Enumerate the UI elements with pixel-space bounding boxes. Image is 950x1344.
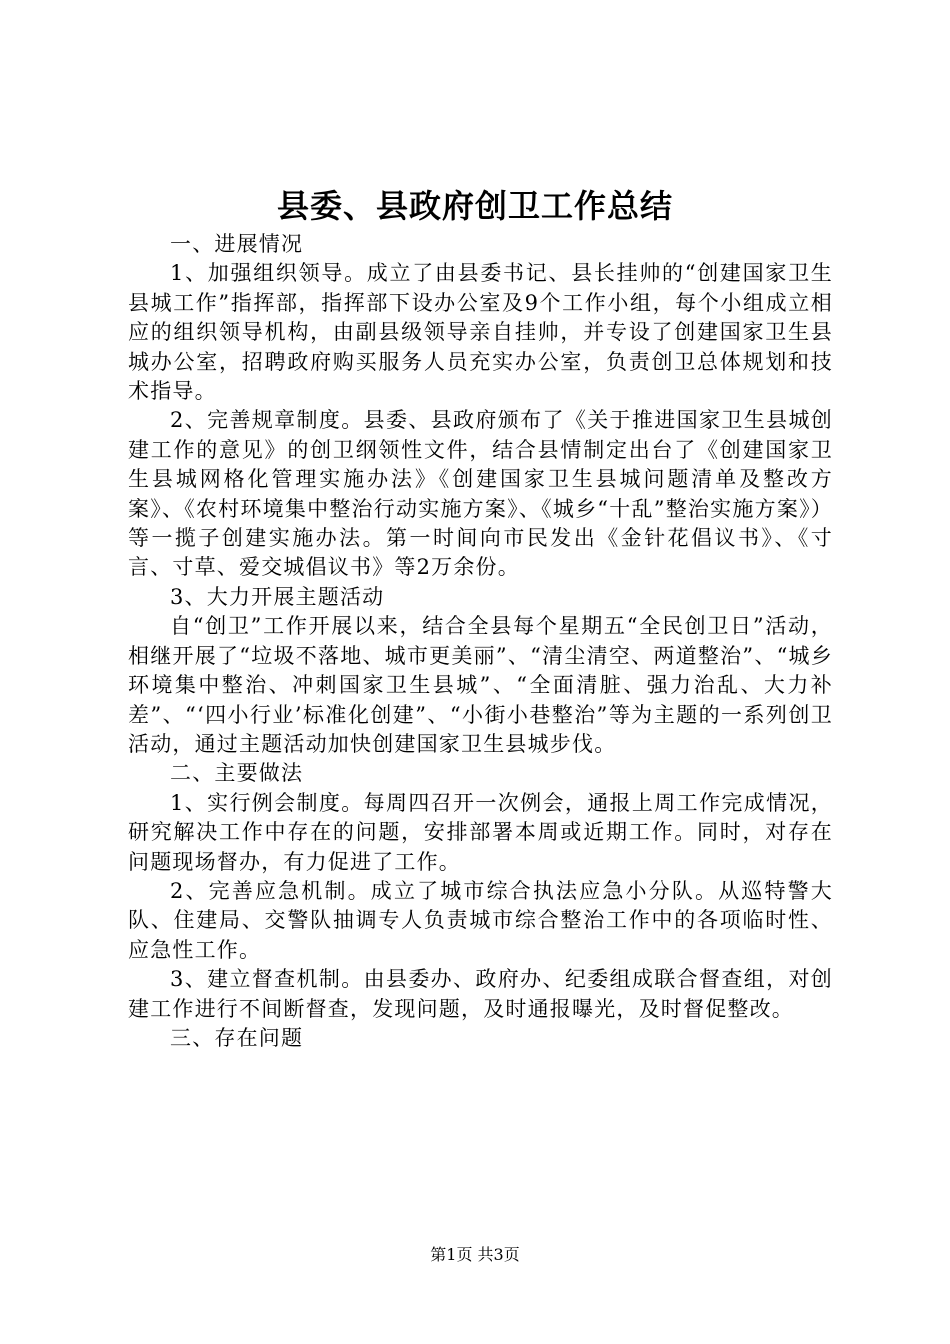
document-body bbox=[128, 230, 833, 1053]
section-heading: 二、主要做法 bbox=[170, 761, 304, 786]
page-footer: 第1页 共3页 bbox=[430, 1245, 520, 1264]
paragraph: 1、实行例会制度。每周四召开一次例会，通报上周工作完成情况，研究解决工作中存在的问题，安排部署本周或近期工作。同时，对存在问题现场督办，有力促进了工作。 bbox=[128, 790, 833, 874]
section-heading: 一、进展情况 bbox=[170, 232, 304, 256]
paragraph: 1、加强组织领导。成立了由县委书记、县长挂帅的“创建国家卫生县城工作”指挥部，指挥部下设办公室及9个工作小组，每个小组成立相应的组织领导机构，由副县级领导亲自挂帅，并专设了创建国家卫生县城办公室，招聘政府购买服务人员充实办公室，负责创卫总体规划和技术指导。 bbox=[128, 261, 833, 404]
document-title: 县委、县政府创卫工作总结 bbox=[276, 187, 673, 225]
paragraph: 2、完善规章制度。县委、县政府颁布了《关于推进国家卫生县城创建工作的意见》的创卫纲领性文件，结合县情制定出台了《创建国家卫生县城网格化管理实施办法》《创建国家卫生县城问题清单及整改方案》、《农村环境集中整治行动实施方案》、《城乡“十乱”整治实施方案》）等一揽子创建实施办法。第一时间向市民发出《金针花倡议书》、《寸言、寸草、爱交城倡议书》等2万余份。 bbox=[128, 408, 833, 580]
section-heading: 三、存在问题 bbox=[170, 1025, 304, 1050]
paragraph: 3、建立督查机制。由县委办、政府办、纪委组成联合督查组，对创建工作进行不间断督查，发现问题，及时通报曝光，及时督促整改。 bbox=[128, 967, 833, 1021]
paragraph: 2、完善应急机制。成立了城市综合执法应急小分队。从巡特警大队、住建局、交警队抽调专人负责城市综合整治工作中的各项临时性、应急性工作。 bbox=[128, 878, 833, 962]
paragraph: 自“创卫”工作开展以来，结合全县每个星期五“全民创卫日”活动，相继开展了“垃圾不落地、城市更美丽”、“清尘清空、两道整治”、“城乡环境集中整治、冲刺国家卫生县城”、“全面清脏、强力治乱、大力补差”、“‘四小行业’标准化创建”、“小街小巷整治”等为主题的一系列创卫活动，通过主题活动加快创建国家卫生县城步伐。 bbox=[128, 614, 833, 756]
subsection-heading: 3、大力开展主题活动 bbox=[170, 584, 385, 609]
